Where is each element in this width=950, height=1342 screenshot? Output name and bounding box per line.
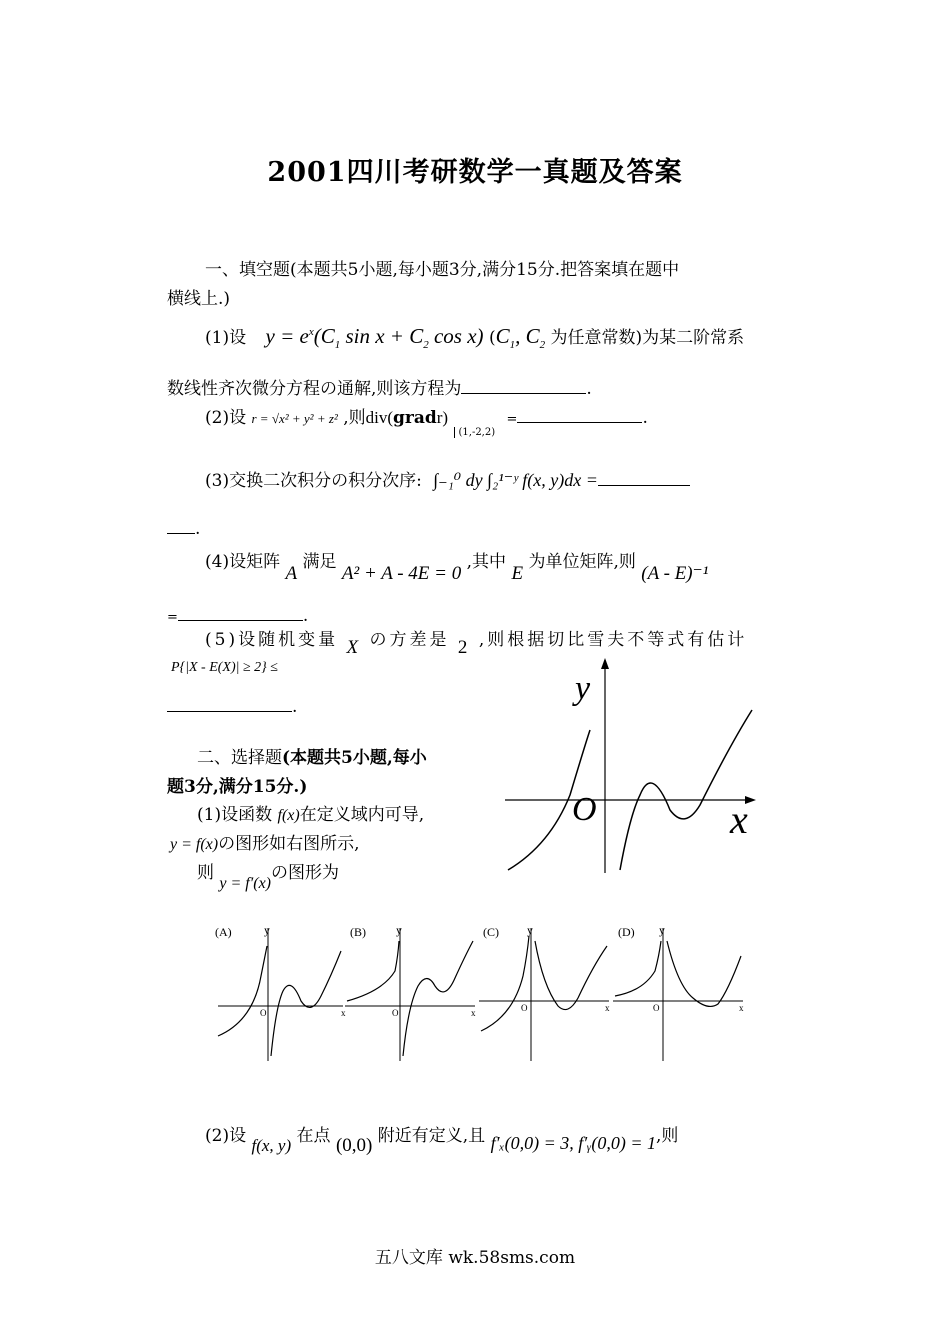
s2q1-line1: (1)设函数 f(x)在定义域内可导, bbox=[197, 805, 425, 825]
q2-formula: r = √x² + y² + z² bbox=[251, 411, 338, 426]
svg-text:y: y bbox=[396, 923, 402, 937]
svg-text:O: O bbox=[653, 1003, 660, 1013]
q4-inverse: (A - E)⁻¹ bbox=[641, 563, 709, 584]
svg-text:y: y bbox=[264, 923, 270, 937]
option-graphs bbox=[213, 916, 748, 1066]
q3-line2: . bbox=[167, 515, 200, 541]
s2q2-formula: f′ₓ(0,0) = 3, f′ᵧ(0,0) = 1 bbox=[490, 1133, 656, 1153]
option-b-label: (B) bbox=[350, 925, 366, 939]
answer-blank[interactable] bbox=[178, 602, 303, 621]
answer-blank[interactable] bbox=[167, 693, 292, 712]
y-axis-arrow-icon bbox=[601, 658, 609, 669]
q5-line: (5)设随机变量 X の方差是 2 ,则根据切比雪夫不等式有估计 bbox=[205, 630, 748, 658]
answer-blank[interactable] bbox=[461, 375, 586, 394]
svg-text:O: O bbox=[521, 1003, 528, 1013]
s2q1-line2: y = f(x)の图形如右图所示, bbox=[170, 834, 360, 854]
q1-constants: $C_1$, $C_2$ bbox=[495, 324, 546, 352]
s2q2-line: (2)设 f(x, y) 在点 (0,0) 附近有定义,且 f′ₓ(0,0) = 3, f′ᵧ(0,0) = 1,则 bbox=[205, 1126, 679, 1156]
q3-line: (3)交换二次积分の积分次序: ∫₋₁⁰ dy ∫₂¹⁻ʸ f(x, y)dx = bbox=[205, 467, 690, 493]
page-title: 2001四川考研数学一真题及答案 bbox=[267, 157, 683, 188]
answer-blank[interactable] bbox=[167, 515, 195, 534]
option-a-label: (A) bbox=[215, 925, 232, 939]
option-d-graph[interactable] bbox=[613, 923, 744, 1061]
q1-line2: 数线性齐次微分方程の通解,则该方程为 . bbox=[167, 375, 592, 401]
svg-text:x: x bbox=[605, 1003, 610, 1013]
q5-formula: P{|X - E(X)| ≥ 2} ≤ bbox=[171, 660, 278, 675]
svg-text:x: x bbox=[341, 1008, 346, 1018]
q4-equation: A² + A - 4E = 0 bbox=[341, 563, 462, 584]
svg-text:O: O bbox=[260, 1008, 267, 1018]
q3-formula: ∫₋₁⁰ dy ∫₂¹⁻ʸ f(x, y)dx = bbox=[433, 470, 598, 490]
x-label: x bbox=[730, 797, 748, 842]
q4-line: (4)设矩阵 A 满足 A² + A - 4E = 0 ,其中 E 为单位矩阵,则 (A - E)⁻¹ bbox=[205, 552, 709, 584]
q1-number: (1)设 bbox=[205, 328, 247, 348]
s2q1-line3: 则 y = f′(x)の图形为 bbox=[197, 863, 340, 892]
svg-text:y: y bbox=[527, 923, 533, 937]
option-b-graph[interactable] bbox=[345, 923, 476, 1061]
option-c-graph[interactable] bbox=[479, 923, 610, 1061]
section1-heading-line2: 横线上.) bbox=[167, 289, 231, 309]
q1-text: 为任意常数)为某二阶常系 bbox=[550, 328, 745, 348]
svg-text:x: x bbox=[471, 1008, 476, 1018]
svg-text:x: x bbox=[739, 1003, 744, 1013]
option-c-label: (C) bbox=[483, 925, 499, 939]
function-graph bbox=[500, 655, 770, 880]
q1-line1: (1)设 $y = e^x(C_1$ $\sin x + C_2$ cos x) ($C_1$, $C_2$ 为任意常数)为某二阶常系 bbox=[205, 324, 745, 352]
option-a-graph[interactable] bbox=[215, 923, 346, 1061]
footer: 五八文库 wk.58sms.com bbox=[374, 1248, 576, 1268]
y-label: y bbox=[575, 670, 591, 707]
origin-label: O bbox=[572, 791, 597, 828]
svg-text:O: O bbox=[392, 1008, 399, 1018]
q4-line2: = . bbox=[167, 602, 308, 630]
section2-heading: 二、选择题(本题共5小题,每小 bbox=[197, 748, 427, 768]
answer-blank[interactable] bbox=[517, 404, 642, 423]
q2-point: (1,-2,2) bbox=[454, 427, 496, 438]
answer-blank[interactable] bbox=[598, 467, 690, 486]
curve-right-branch bbox=[620, 710, 752, 870]
option-d-label: (D) bbox=[618, 925, 635, 939]
section1-heading: 一、填空题(本题共5小题,每小题3分,满分15分.把答案填在题中 bbox=[205, 260, 680, 280]
q1-formula: $y = e^x(C_1$ $\sin x + C_2$ cos x) bbox=[265, 324, 484, 352]
q2-line: (2)设 r = √x² + y² + z² ,则div(gradr) $_{(1,-2,2)}$ = . bbox=[205, 404, 648, 445]
q5-line3: . bbox=[167, 693, 297, 719]
svg-text:y: y bbox=[659, 923, 665, 937]
section2-heading-line2: 题3分,满分15分.) bbox=[167, 777, 308, 797]
